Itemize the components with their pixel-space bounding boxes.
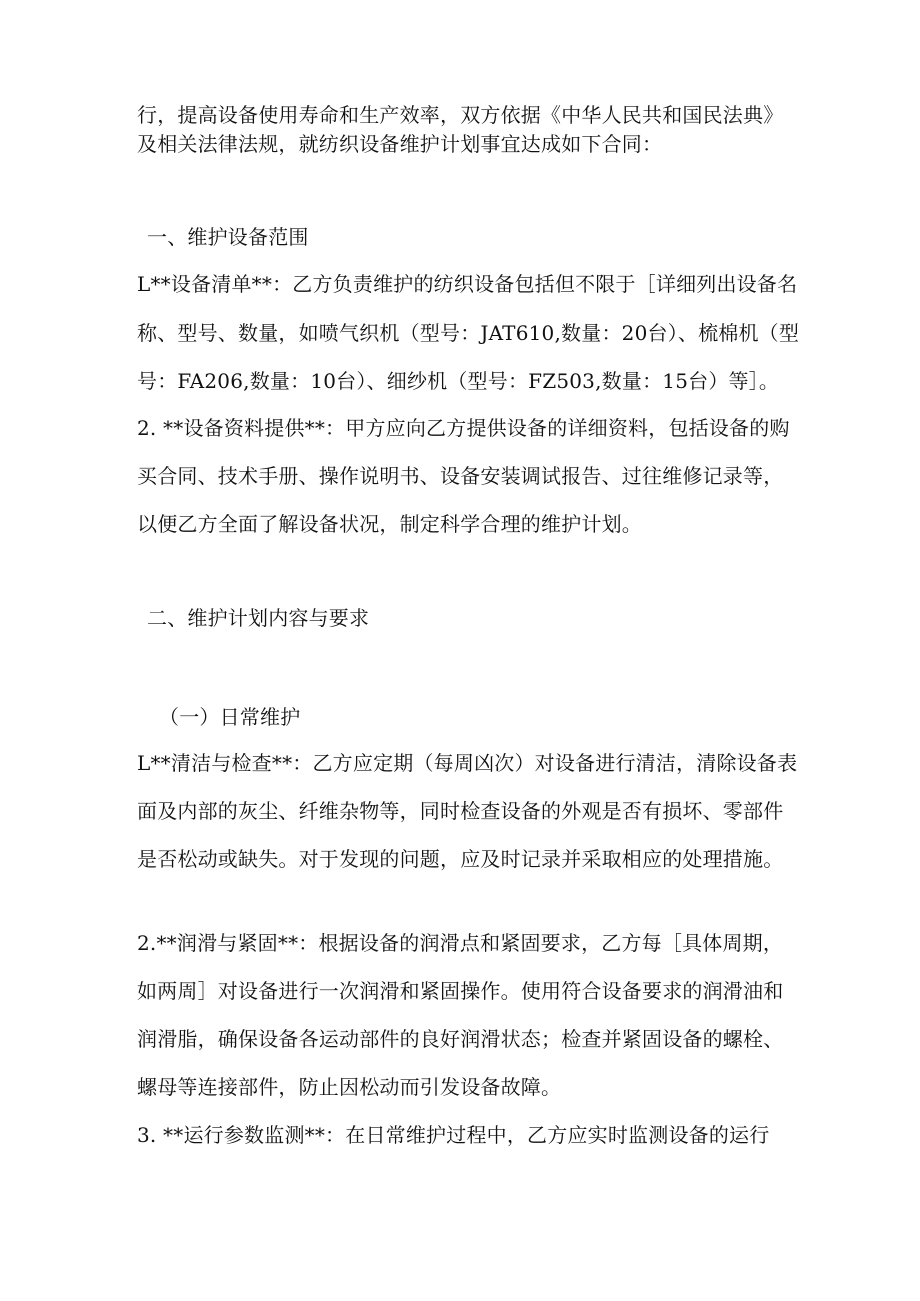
- section-2-item-2-line-3: 润滑脂，确保设备各运动部件的良好润滑状态；检查并紧固设备的螺栓、: [137, 1027, 784, 1051]
- section-1-item-1-line-2: 称、型号、数量，如喷气织机（型号：JAT610,数量：20台）、梳棉机（型: [137, 321, 800, 345]
- intro-line-1: 行，提高设备使用寿命和生产效率，双方依据《中华人民共和国民法典》: [137, 103, 784, 127]
- section-1-item-2-line-1: 2. **设备资料提供**：甲方应向乙方提供设备的详细资料，包括设备的购: [137, 416, 790, 440]
- section-1-item-1-line-3: 号：FA206,数量：10台）、细纱机（型号：FZ503,数量：15台）等］。: [137, 369, 780, 393]
- section-1-item-2-line-2: 买合同、技术手册、操作说明书、设备安装调试报告、过往维修记录等，: [137, 464, 784, 488]
- section-1-item-1-line-1: L**设备清单**：乙方负责维护的纺织设备包括但不限于［详细列出设备名: [137, 272, 798, 296]
- section-2-item-2-line-4: 螺母等连接部件，防止因松动而引发设备故障。: [137, 1075, 562, 1099]
- section-2-item-3-line-1: 3. **运行参数监测**：在日常维护过程中，乙方应实时监测设备的运行: [137, 1123, 770, 1147]
- section-2-item-2-line-2: 如两周］对设备进行一次润滑和紧固操作。使用符合设备要求的润滑油和: [137, 979, 784, 1003]
- section-1-heading: 一、维护设备范围: [147, 225, 309, 249]
- section-2-item-1-line-3: 是否松动或缺失。对于发现的问题，应及时记录并采取相应的处理措施。: [137, 847, 784, 871]
- section-2-item-1-line-1: L**清洁与检查**：乙方应定期（每周凶次）对设备进行清洁，清除设备表: [137, 751, 798, 775]
- section-2-subheading: （一）日常维护: [159, 705, 301, 729]
- section-2-heading: 二、维护计划内容与要求: [147, 606, 370, 630]
- section-2-item-2-line-1: 2.**润滑与紧固**：根据设备的润滑点和紧固要求，乙方每［具体周期，: [137, 931, 784, 955]
- section-1-item-2-line-3: 以便乙方全面了解设备状况，制定科学合理的维护计划。: [137, 512, 642, 536]
- intro-line-2: 及相关法律法规，就纺织设备维护计划事宜达成如下合同：: [137, 132, 663, 156]
- section-2-item-1-line-2: 面及内部的灰尘、纤维杂物等，同时检查设备的外观是否有损坏、零部件: [137, 799, 784, 823]
